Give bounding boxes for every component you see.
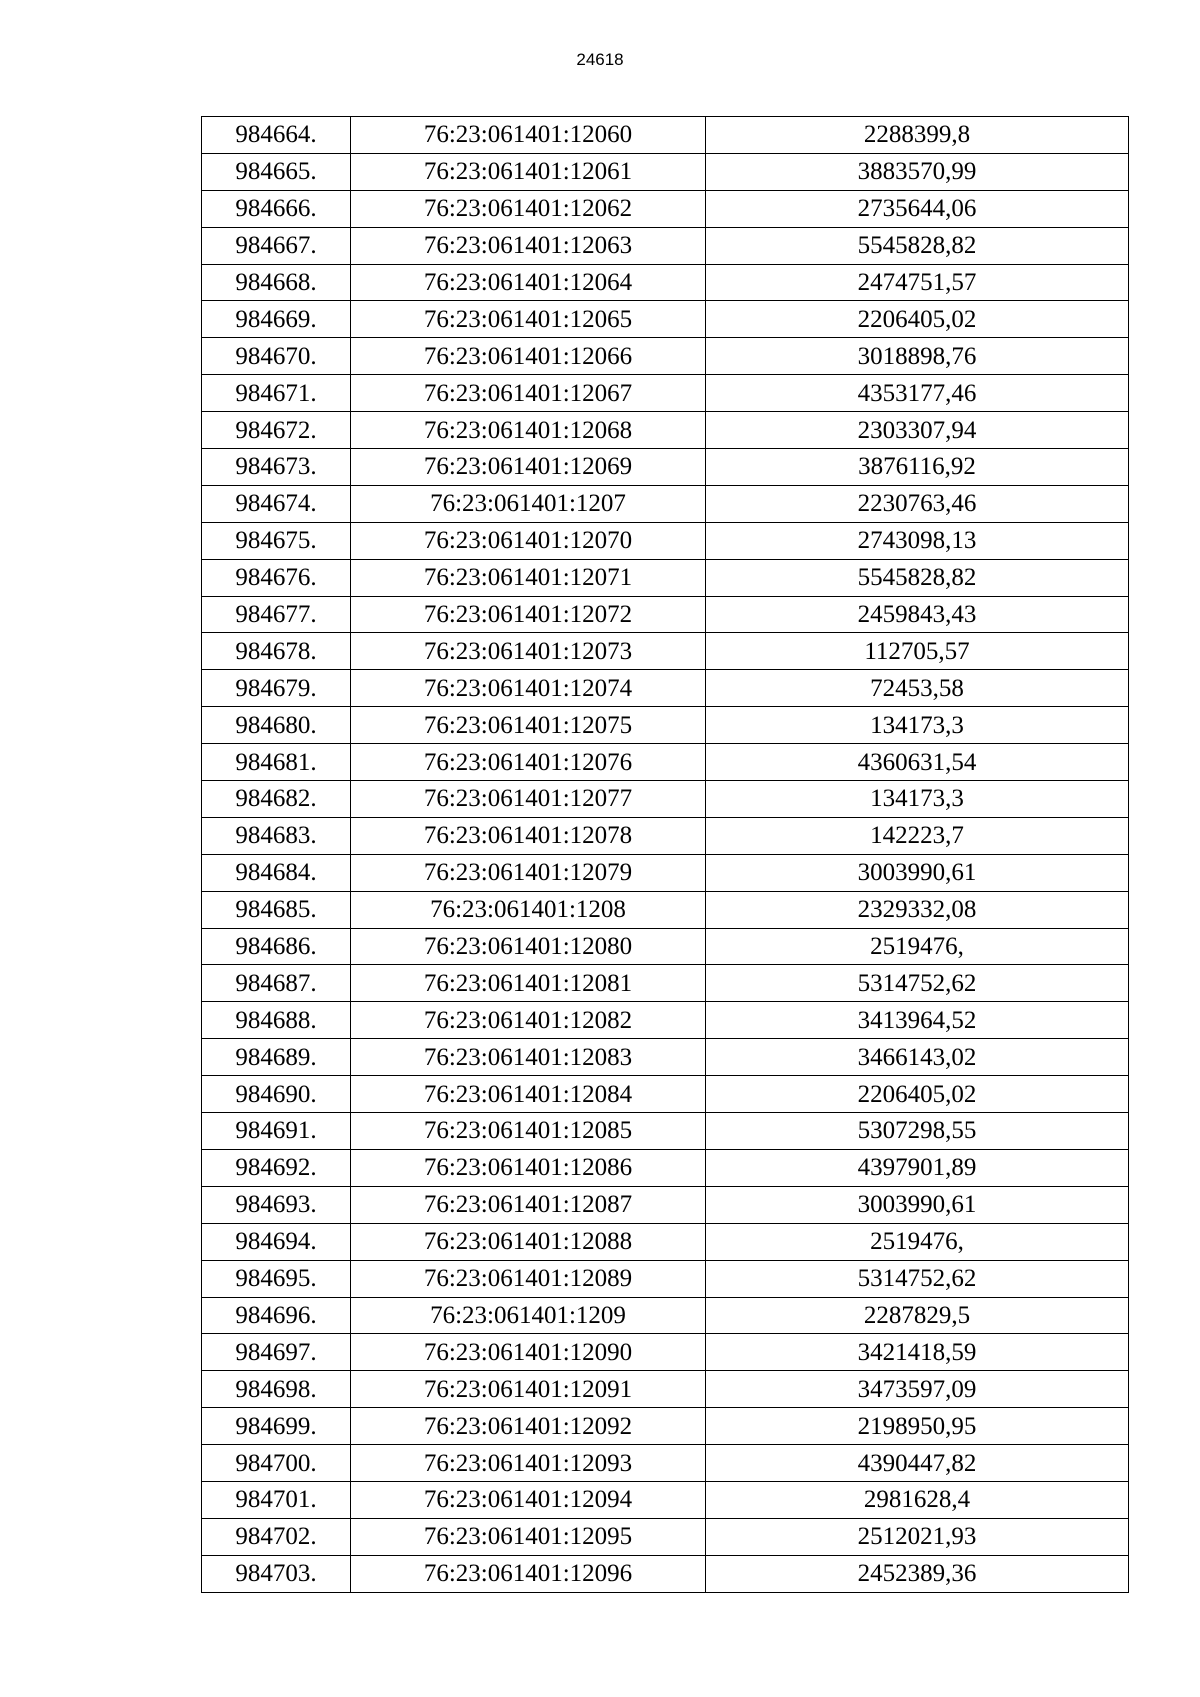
cadastral-number-cell: 76:23:061401:12084 [351,1076,706,1113]
table-row [202,1149,1129,1186]
row-number-cell: 984675. [202,522,351,559]
table-row [202,375,1129,412]
row-number-cell: 984694. [202,1223,351,1260]
cadastral-value-table [201,116,1129,1593]
row-number-cell: 984684. [202,854,351,891]
cadastral-number-cell: 76:23:061401:12086 [351,1149,706,1186]
row-number-cell: 984702. [202,1518,351,1555]
table-row [202,891,1129,928]
cadastral-value-cell: 2512021,93 [706,1518,1129,1555]
cadastral-number-cell: 76:23:061401:12071 [351,559,706,596]
table-row [202,1076,1129,1113]
cadastral-value-cell: 2303307,94 [706,412,1129,449]
row-number-cell: 984689. [202,1039,351,1076]
table-row [202,301,1129,338]
cadastral-number-cell: 76:23:061401:12087 [351,1186,706,1223]
table-body [202,117,1129,1593]
cadastral-number-cell: 76:23:061401:12065 [351,301,706,338]
table-row [202,965,1129,1002]
cadastral-number-cell: 76:23:061401:12085 [351,1113,706,1150]
cadastral-value-cell: 3003990,61 [706,854,1129,891]
row-number-cell: 984695. [202,1260,351,1297]
cadastral-number-cell: 76:23:061401:12061 [351,153,706,190]
table-row [202,117,1129,154]
row-number-cell: 984686. [202,928,351,965]
cadastral-value-cell: 2519476, [706,928,1129,965]
cadastral-value-cell: 5545828,82 [706,559,1129,596]
cadastral-number-cell: 76:23:061401:1207 [351,485,706,522]
cadastral-value-cell: 2198950,95 [706,1408,1129,1445]
table-row [202,264,1129,301]
cadastral-value-cell: 5314752,62 [706,1260,1129,1297]
table-row [202,1186,1129,1223]
cadastral-value-cell: 5307298,55 [706,1113,1129,1150]
row-number-cell: 984670. [202,338,351,375]
table-row [202,670,1129,707]
cadastral-number-cell: 76:23:061401:12094 [351,1481,706,1518]
cadastral-value-cell: 3421418,59 [706,1334,1129,1371]
cadastral-number-cell: 76:23:061401:12096 [351,1555,706,1592]
table-row [202,781,1129,818]
cadastral-value-cell: 3473597,09 [706,1371,1129,1408]
cadastral-number-cell: 76:23:061401:12064 [351,264,706,301]
cadastral-number-cell: 76:23:061401:12073 [351,633,706,670]
cadastral-number-cell: 76:23:061401:12095 [351,1518,706,1555]
table-row [202,1297,1129,1334]
cadastral-number-cell: 76:23:061401:12081 [351,965,706,1002]
cadastral-number-cell: 76:23:061401:12090 [351,1334,706,1371]
cadastral-value-cell: 3466143,02 [706,1039,1129,1076]
row-number-cell: 984681. [202,744,351,781]
table-row [202,1371,1129,1408]
row-number-cell: 984668. [202,264,351,301]
table-row [202,596,1129,633]
table-row [202,1518,1129,1555]
cadastral-number-cell: 76:23:061401:12069 [351,449,706,486]
cadastral-number-cell: 76:23:061401:12060 [351,117,706,154]
table-row [202,485,1129,522]
table-row [202,1408,1129,1445]
cadastral-number-cell: 76:23:061401:12078 [351,817,706,854]
row-number-cell: 984699. [202,1408,351,1445]
cadastral-value-cell: 2981628,4 [706,1481,1129,1518]
cadastral-number-cell: 76:23:061401:12083 [351,1039,706,1076]
table-row [202,1445,1129,1482]
cadastral-number-cell: 76:23:061401:12072 [351,596,706,633]
cadastral-value-cell: 2288399,8 [706,117,1129,154]
table-row [202,1002,1129,1039]
cadastral-number-cell: 76:23:061401:12070 [351,522,706,559]
cadastral-number-cell: 76:23:061401:12080 [351,928,706,965]
row-number-cell: 984697. [202,1334,351,1371]
cadastral-value-cell: 2206405,02 [706,1076,1129,1113]
row-number-cell: 984701. [202,1481,351,1518]
row-number-cell: 984691. [202,1113,351,1150]
cadastral-number-cell: 76:23:061401:12063 [351,227,706,264]
row-number-cell: 984688. [202,1002,351,1039]
row-number-cell: 984677. [202,596,351,633]
cadastral-value-cell: 2743098,13 [706,522,1129,559]
cadastral-number-cell: 76:23:061401:12066 [351,338,706,375]
table-row [202,1481,1129,1518]
row-number-cell: 984679. [202,670,351,707]
row-number-cell: 984665. [202,153,351,190]
cadastral-number-cell: 76:23:061401:12088 [351,1223,706,1260]
cadastral-value-cell: 3003990,61 [706,1186,1129,1223]
cadastral-value-cell: 3413964,52 [706,1002,1129,1039]
table-row [202,633,1129,670]
cadastral-number-cell: 76:23:061401:12068 [351,412,706,449]
row-number-cell: 984674. [202,485,351,522]
cadastral-value-cell: 134173,3 [706,781,1129,818]
row-number-cell: 984672. [202,412,351,449]
cadastral-value-cell: 134173,3 [706,707,1129,744]
cadastral-value-cell: 2287829,5 [706,1297,1129,1334]
table-row [202,928,1129,965]
cadastral-number-cell: 76:23:061401:12074 [351,670,706,707]
cadastral-value-cell: 4390447,82 [706,1445,1129,1482]
table-row [202,190,1129,227]
row-number-cell: 984671. [202,375,351,412]
table-row [202,817,1129,854]
cadastral-value-cell: 4397901,89 [706,1149,1129,1186]
row-number-cell: 984664. [202,117,351,154]
table-row [202,449,1129,486]
cadastral-value-cell: 5314752,62 [706,965,1129,1002]
cadastral-value-cell: 112705,57 [706,633,1129,670]
cadastral-value-cell: 3018898,76 [706,338,1129,375]
cadastral-number-cell: 76:23:061401:12089 [351,1260,706,1297]
cadastral-value-cell: 2459843,43 [706,596,1129,633]
row-number-cell: 984687. [202,965,351,1002]
row-number-cell: 984703. [202,1555,351,1592]
cadastral-value-cell: 2452389,36 [706,1555,1129,1592]
cadastral-value-cell: 2329332,08 [706,891,1129,928]
table-row [202,1334,1129,1371]
row-number-cell: 984669. [202,301,351,338]
table-row [202,227,1129,264]
cadastral-number-cell: 76:23:061401:12082 [351,1002,706,1039]
cadastral-number-cell: 76:23:061401:12092 [351,1408,706,1445]
table-row [202,1039,1129,1076]
row-number-cell: 984673. [202,449,351,486]
cadastral-number-cell: 76:23:061401:12075 [351,707,706,744]
cadastral-value-cell: 4360631,54 [706,744,1129,781]
table-row [202,338,1129,375]
row-number-cell: 984700. [202,1445,351,1482]
row-number-cell: 984667. [202,227,351,264]
cadastral-value-cell: 2230763,46 [706,485,1129,522]
page-number: 24618 [576,50,624,69]
cadastral-number-cell: 76:23:061401:12076 [351,744,706,781]
cadastral-number-cell: 76:23:061401:12067 [351,375,706,412]
table-row [202,522,1129,559]
row-number-cell: 984678. [202,633,351,670]
table-row [202,744,1129,781]
row-number-cell: 984685. [202,891,351,928]
row-number-cell: 984696. [202,1297,351,1334]
cadastral-value-cell: 3883570,99 [706,153,1129,190]
cadastral-value-cell: 142223,7 [706,817,1129,854]
cadastral-value-cell: 3876116,92 [706,449,1129,486]
row-number-cell: 984698. [202,1371,351,1408]
table-row [202,153,1129,190]
row-number-cell: 984693. [202,1186,351,1223]
table-row [202,707,1129,744]
table-row [202,559,1129,596]
row-number-cell: 984682. [202,781,351,818]
table-row [202,1223,1129,1260]
cadastral-number-cell: 76:23:061401:1209 [351,1297,706,1334]
table-row [202,1260,1129,1297]
cadastral-number-cell: 76:23:061401:12079 [351,854,706,891]
table-row [202,1555,1129,1592]
row-number-cell: 984690. [202,1076,351,1113]
cadastral-value-cell: 2735644,06 [706,190,1129,227]
row-number-cell: 984683. [202,817,351,854]
cadastral-number-cell: 76:23:061401:1208 [351,891,706,928]
table-row [202,412,1129,449]
cadastral-number-cell: 76:23:061401:12091 [351,1371,706,1408]
table-row [202,1113,1129,1150]
cadastral-number-cell: 76:23:061401:12093 [351,1445,706,1482]
cadastral-value-cell: 2206405,02 [706,301,1129,338]
cadastral-value-cell: 2519476, [706,1223,1129,1260]
row-number-cell: 984676. [202,559,351,596]
row-number-cell: 984666. [202,190,351,227]
cadastral-number-cell: 76:23:061401:12077 [351,781,706,818]
row-number-cell: 984692. [202,1149,351,1186]
cadastral-value-cell: 4353177,46 [706,375,1129,412]
cadastral-number-cell: 76:23:061401:12062 [351,190,706,227]
cadastral-value-cell: 5545828,82 [706,227,1129,264]
table-row [202,854,1129,891]
cadastral-value-cell: 2474751,57 [706,264,1129,301]
cadastral-value-cell: 72453,58 [706,670,1129,707]
row-number-cell: 984680. [202,707,351,744]
